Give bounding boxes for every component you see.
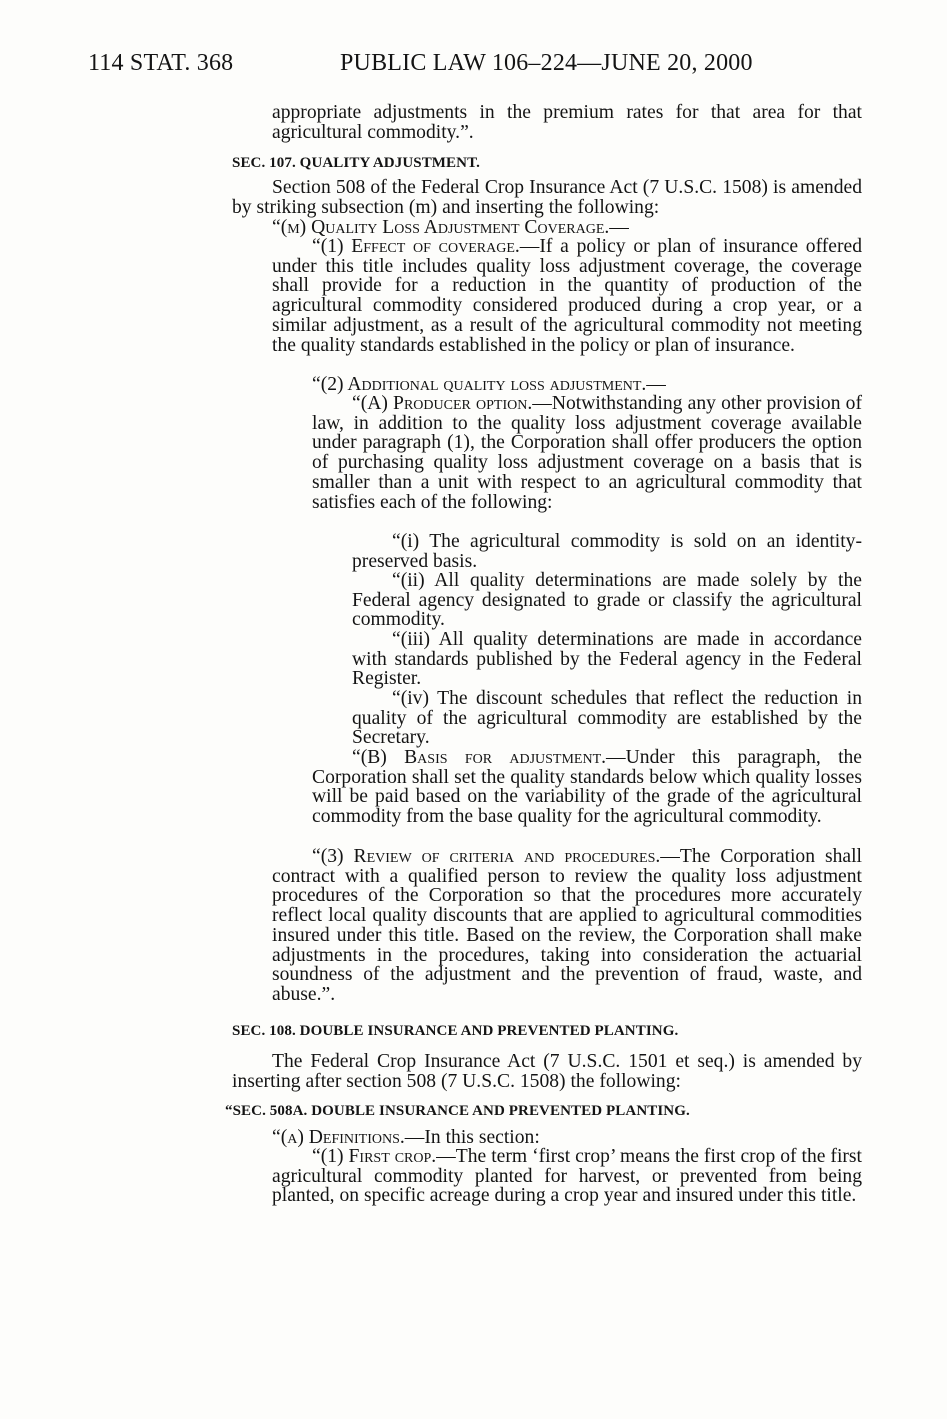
text-block: appropriate adjustments in the premium rates for that area for that agricultural commodity.”. bbox=[272, 102, 862, 143]
clause: “(iv) The discount schedules that reflect the reduction in quality of the agricultural commodity are established by the Secretary. bbox=[352, 688, 862, 749]
page-header bbox=[88, 50, 888, 86]
subparagraph: “(B) Basis for adjustment.—Under this paragraph, the Corporation shall set the quality standards below which quality losses will be paid based on the variability of the grade of the agricultural commodity from the base quality for the agricultural commodity. bbox=[312, 747, 863, 828]
paragraph: “(1) First crop.—The term ‘first crop’ means the first crop of the first agricultural commodity planted for harvest, or prevented from being planted, on specific acreage during a crop year and insured under this title. bbox=[272, 1146, 862, 1207]
paragraph: “(3) Review of criteria and procedures.—The Corporation shall contract with a qualified person to review the quality loss adjustment procedures of the Corporation so that the procedures more accurately reflect local quality discounts that are applied to agricultural commodities insured under this title. Based on the review, the Corporation shall make adjustments in the procedures, taking into consideration the actuarial soundness of the adjustment and the prevention of fraud, waste, and abuse.”. bbox=[272, 846, 862, 1005]
paragraph-heading: “(2) Additional quality loss adjustment.— bbox=[312, 374, 666, 395]
statute-page-number: 114 STAT. 368 bbox=[88, 50, 234, 76]
section-heading: “SEC. 508A. DOUBLE INSURANCE AND PREVENTED PLANTING. bbox=[225, 1103, 690, 1119]
clause: “(i) The agricultural commodity is sold on an identity-preserved basis. bbox=[352, 531, 862, 572]
running-head: PUBLIC LAW 106–224—JUNE 20, 2000 bbox=[340, 50, 753, 76]
subsection-heading: “(m) Quality Loss Adjustment Coverage.— bbox=[272, 217, 629, 238]
section-heading: SEC. 107. QUALITY ADJUSTMENT. bbox=[232, 155, 480, 171]
paragraph: “(1) Effect of coverage.—If a policy or plan of insurance offered under this title includes quality loss adjustment coverage, the coverage shall provide for a reduction in the quantity of production of the agricultural commodity considered produced during a crop year, or a similar adjustment, as a result of the agricultural commodity not meeting the quality standards established in the policy or plan of insurance. bbox=[272, 236, 862, 356]
text-block: Section 508 of the Federal Crop Insurance Act (7 U.S.C. 1508) is amended by striking subsection (m) and inserting the following: bbox=[232, 177, 862, 218]
text-block: The Federal Crop Insurance Act (7 U.S.C. 1501 et seq.) is amended by inserting after section 508 (7 U.S.C. 1508) the following: bbox=[232, 1051, 862, 1092]
clause: “(iii) All quality determinations are made in accordance with standards published by the Federal agency in the Federal Register. bbox=[352, 629, 862, 690]
subsection: “(a) Definitions.—In this section: bbox=[272, 1127, 540, 1148]
subparagraph: “(A) Producer option.—Notwithstanding any other provision of law, in addition to the quality loss adjustment coverage available under paragraph (1), the Corporation shall offer producers the option of purchasing quality loss adjustment coverage on a basis that is smaller than a unit with respect to an agricultural commodity that satisfies each of the following: bbox=[312, 393, 863, 513]
clause: “(ii) All quality determinations are made solely by the Federal agency designated to grade or classify the agricultural commodity. bbox=[352, 570, 862, 631]
section-heading: SEC. 108. DOUBLE INSURANCE AND PREVENTED PLANTING. bbox=[232, 1023, 679, 1039]
